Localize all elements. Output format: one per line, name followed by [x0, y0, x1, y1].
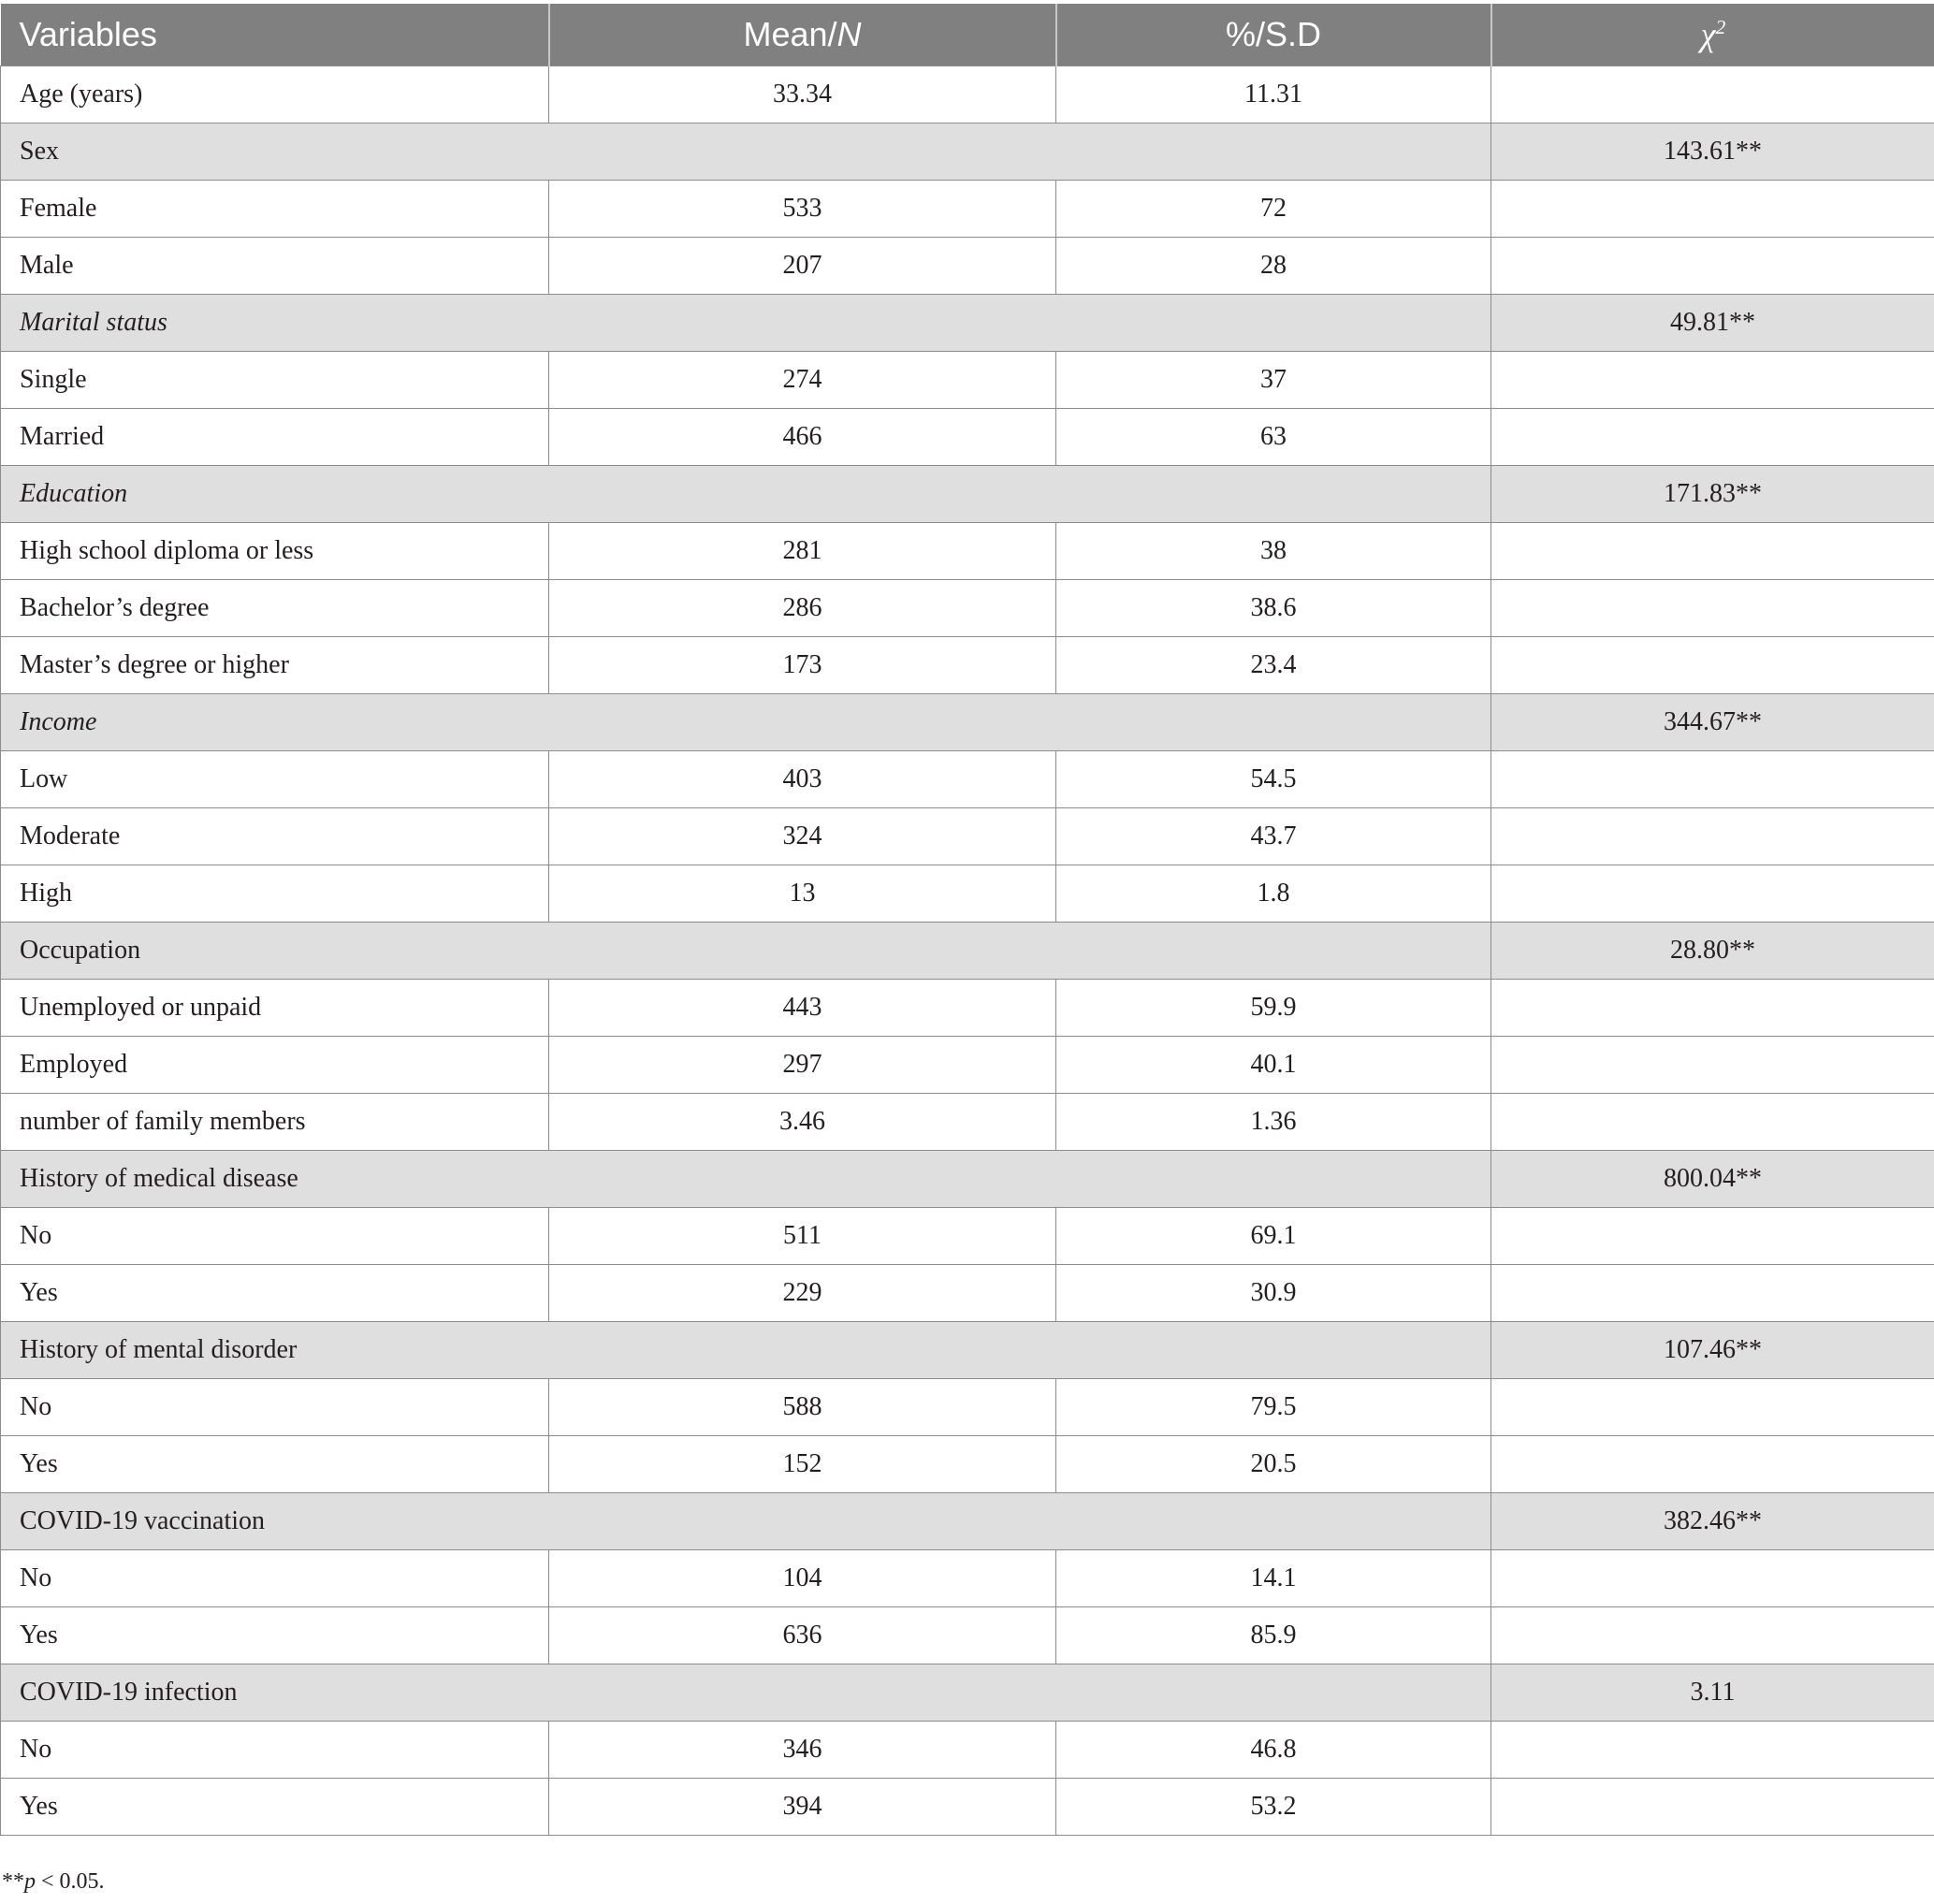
- row-label: Master’s degree or higher: [1, 637, 549, 694]
- row-label: No: [1, 1379, 549, 1436]
- row-chi: [1491, 1779, 1934, 1836]
- row-pct: 79.5: [1056, 1379, 1491, 1436]
- header-pct-sd: %/S.D: [1056, 4, 1491, 66]
- footnote-p: p: [24, 1869, 36, 1894]
- row-label: No: [1, 1722, 549, 1779]
- row-pct: 38: [1056, 523, 1491, 580]
- header-chi-square: [1491, 4, 1934, 66]
- group-label: History of medical disease: [1, 1151, 1491, 1208]
- row-mean: 33.34: [549, 66, 1056, 124]
- row-pct: 53.2: [1056, 1779, 1491, 1836]
- demographics-table-container: [0, 4, 1934, 1836]
- row-chi: [1491, 1550, 1934, 1607]
- table-row-family-members: [1, 1094, 1934, 1151]
- group-chi: 800.04**: [1491, 1151, 1934, 1208]
- table-row-married: [1, 409, 1934, 466]
- group-row-occupation: [1, 923, 1934, 980]
- table-row-unemployed: [1, 980, 1934, 1037]
- row-pct: 69.1: [1056, 1208, 1491, 1265]
- table-row-medical-no: [1, 1208, 1934, 1265]
- table-header: [1, 4, 1934, 66]
- group-label: Occupation: [1, 923, 1491, 980]
- header-row: [1, 4, 1934, 66]
- row-pct: 40.1: [1056, 1037, 1491, 1094]
- group-chi: 382.46**: [1491, 1493, 1934, 1550]
- row-chi: [1491, 637, 1934, 694]
- table-body: [1, 66, 1934, 1836]
- row-chi: [1491, 751, 1934, 808]
- row-pct: 1.36: [1056, 1094, 1491, 1151]
- row-label: No: [1, 1208, 549, 1265]
- group-chi: 3.11: [1491, 1664, 1934, 1722]
- row-pct: 72: [1056, 181, 1491, 238]
- group-label: Marital status: [1, 295, 1491, 352]
- group-row-sex: [1, 124, 1934, 181]
- row-chi: [1491, 409, 1934, 466]
- row-mean: 3.46: [549, 1094, 1056, 1151]
- row-chi: [1491, 1607, 1934, 1664]
- table-row-mental-no: [1, 1379, 1934, 1436]
- row-pct: 38.6: [1056, 580, 1491, 637]
- row-mean: 281: [549, 523, 1056, 580]
- row-pct: 63: [1056, 409, 1491, 466]
- row-label: Yes: [1, 1607, 549, 1664]
- row-label: Yes: [1, 1779, 549, 1836]
- row-label: Bachelor’s degree: [1, 580, 549, 637]
- row-label: number of family members: [1, 1094, 549, 1151]
- group-label: COVID-19 vaccination: [1, 1493, 1491, 1550]
- group-label: Education: [1, 466, 1491, 523]
- group-chi: 28.80**: [1491, 923, 1934, 980]
- row-chi: [1491, 523, 1934, 580]
- row-label: Unemployed or unpaid: [1, 980, 549, 1037]
- row-chi: [1491, 1265, 1934, 1322]
- row-pct: 46.8: [1056, 1722, 1491, 1779]
- footnote-stars: **: [2, 1869, 24, 1894]
- row-label: Employed: [1, 1037, 549, 1094]
- row-pct: 28: [1056, 238, 1491, 295]
- row-pct: 23.4: [1056, 637, 1491, 694]
- row-label: Yes: [1, 1436, 549, 1493]
- row-pct: 37: [1056, 352, 1491, 409]
- table-row-moderate: [1, 808, 1934, 865]
- row-label: Female: [1, 181, 549, 238]
- demographics-table: [0, 4, 1934, 1836]
- row-chi: [1491, 808, 1934, 865]
- row-pct: 85.9: [1056, 1607, 1491, 1664]
- row-label: High school diploma or less: [1, 523, 549, 580]
- group-row-mental-disorder: [1, 1322, 1934, 1379]
- footnote-rest: < 0.05.: [36, 1869, 105, 1894]
- row-mean: 636: [549, 1607, 1056, 1664]
- table-row-infection-no: [1, 1722, 1934, 1779]
- table-row-high-school: [1, 523, 1934, 580]
- row-mean: 394: [549, 1779, 1056, 1836]
- row-label: Single: [1, 352, 549, 409]
- table-row-bachelor: [1, 580, 1934, 637]
- row-chi: [1491, 580, 1934, 637]
- row-label: Male: [1, 238, 549, 295]
- row-label: Married: [1, 409, 549, 466]
- group-chi: 143.61**: [1491, 124, 1934, 181]
- table-row-vaccination-no: [1, 1550, 1934, 1607]
- table-row-single: [1, 352, 1934, 409]
- row-label: Low: [1, 751, 549, 808]
- row-pct: 20.5: [1056, 1436, 1491, 1493]
- row-mean: 443: [549, 980, 1056, 1037]
- table-row-mental-yes: [1, 1436, 1934, 1493]
- row-label: Yes: [1, 1265, 549, 1322]
- header-mean-n-italic: N: [836, 15, 862, 53]
- row-label: Age (years): [1, 66, 549, 124]
- row-mean: 297: [549, 1037, 1056, 1094]
- header-mean-n: [549, 4, 1056, 66]
- row-mean: 346: [549, 1722, 1056, 1779]
- table-row-high: [1, 865, 1934, 923]
- group-label: COVID-19 infection: [1, 1664, 1491, 1722]
- row-mean: 533: [549, 181, 1056, 238]
- table-row-vaccination-yes: [1, 1607, 1934, 1664]
- header-variables: Variables: [1, 4, 549, 66]
- row-mean: 104: [549, 1550, 1056, 1607]
- row-mean: 466: [549, 409, 1056, 466]
- table-row-employed: [1, 1037, 1934, 1094]
- row-chi: [1491, 181, 1934, 238]
- header-chi-symbol: χ: [1700, 16, 1716, 53]
- table-row-female: [1, 181, 1934, 238]
- row-chi: [1491, 238, 1934, 295]
- row-chi: [1491, 66, 1934, 124]
- row-pct: 54.5: [1056, 751, 1491, 808]
- row-pct: 30.9: [1056, 1265, 1491, 1322]
- header-mean-prefix: Mean/: [743, 15, 837, 53]
- group-row-income: [1, 694, 1934, 751]
- row-chi: [1491, 352, 1934, 409]
- table-row-master: [1, 637, 1934, 694]
- row-mean: 274: [549, 352, 1056, 409]
- group-label: History of mental disorder: [1, 1322, 1491, 1379]
- group-row-marital-status: [1, 295, 1934, 352]
- row-mean: 286: [549, 580, 1056, 637]
- row-mean: 13: [549, 865, 1056, 923]
- row-chi: [1491, 1379, 1934, 1436]
- group-chi: 344.67**: [1491, 694, 1934, 751]
- group-row-covid-infection: [1, 1664, 1934, 1722]
- row-chi: [1491, 865, 1934, 923]
- table-footnote: [2, 1869, 105, 1895]
- row-pct: 14.1: [1056, 1550, 1491, 1607]
- row-chi: [1491, 980, 1934, 1037]
- group-row-covid-vaccination: [1, 1493, 1934, 1550]
- row-pct: 1.8: [1056, 865, 1491, 923]
- group-chi: 49.81**: [1491, 295, 1934, 352]
- header-chi-superscript: 2: [1715, 16, 1726, 38]
- row-label: High: [1, 865, 549, 923]
- group-chi: 107.46**: [1491, 1322, 1934, 1379]
- row-label: Moderate: [1, 808, 549, 865]
- table-row-medical-yes: [1, 1265, 1934, 1322]
- row-mean: 324: [549, 808, 1056, 865]
- row-chi: [1491, 1094, 1934, 1151]
- row-mean: 207: [549, 238, 1056, 295]
- table-row-age: [1, 66, 1934, 124]
- table-row-infection-yes: [1, 1779, 1934, 1836]
- group-row-medical-disease: [1, 1151, 1934, 1208]
- group-chi: 171.83**: [1491, 466, 1934, 523]
- row-chi: [1491, 1436, 1934, 1493]
- row-mean: 403: [549, 751, 1056, 808]
- row-mean: 511: [549, 1208, 1056, 1265]
- group-row-education: [1, 466, 1934, 523]
- row-pct: 43.7: [1056, 808, 1491, 865]
- row-mean: 588: [549, 1379, 1056, 1436]
- row-pct: 59.9: [1056, 980, 1491, 1037]
- table-row-male: [1, 238, 1934, 295]
- row-chi: [1491, 1037, 1934, 1094]
- row-chi: [1491, 1208, 1934, 1265]
- row-pct: 11.31: [1056, 66, 1491, 124]
- row-chi: [1491, 1722, 1934, 1779]
- row-mean: 173: [549, 637, 1056, 694]
- group-label: Sex: [1, 124, 1491, 181]
- group-label: Income: [1, 694, 1491, 751]
- row-mean: 152: [549, 1436, 1056, 1493]
- row-label: No: [1, 1550, 549, 1607]
- row-mean: 229: [549, 1265, 1056, 1322]
- table-row-low: [1, 751, 1934, 808]
